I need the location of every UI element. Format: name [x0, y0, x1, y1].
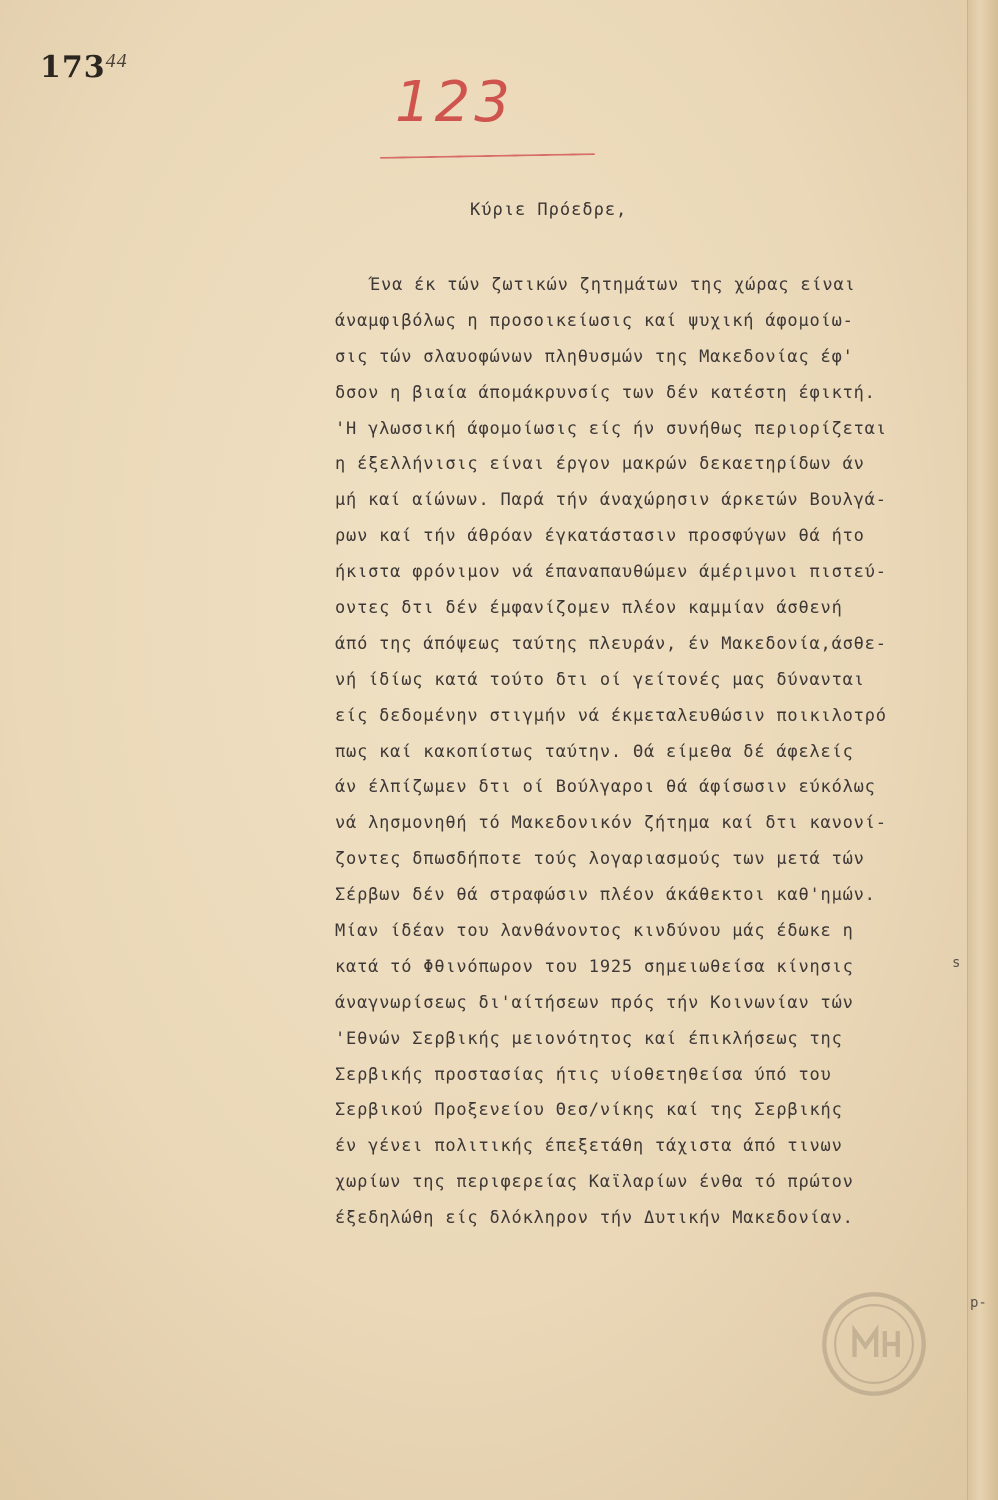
text-line: ήκιστα φρόνιμον νά έπαναπαυθώμεν άμέριμνοι πιστεύ-	[335, 562, 887, 583]
text-line: κατά τό Φθινόπωρον του 1925 σημειωθείσα κίνησις	[335, 956, 854, 977]
text-line: είς δεδομένην στιγμήν νά έκμεταλευθώσιν ποικιλοτρό	[335, 705, 887, 726]
archive-seal-watermark	[820, 1290, 928, 1398]
text-line: άν έλπίζωμεν δτι οί Βούλγαροι θά άφίσωσιν εύκόλως	[335, 777, 876, 798]
text-line: άναγνωρίσεως δι'αίτήσεων πρός τήν Κοινωνίαν τών	[335, 992, 854, 1013]
text-line: έν γένει πολιτικής έπεξετάθη τάχιστα άπό τινων	[335, 1136, 843, 1157]
text-line: μή καί αίώνων. Παρά τήν άναχώρησιν άρκετών Βουλγά-	[335, 490, 887, 511]
text-line: δσον η βιαία άπομάκρυνσίς των δέν κατέστη έφικτή.	[335, 382, 876, 403]
text-line: η έξελλήνισις είναι έργον μακρών δεκαετηρίδων άν	[335, 454, 865, 475]
text-line: ρων καί τήν άθρόαν έγκατάστασιν προσφύγων θά ήτο	[335, 526, 865, 547]
text-line: σις τών σλαυοφώνων πληθυσμών της Μακεδονίας έφ'	[335, 346, 854, 367]
text-line: 'Η γλωσσική άφομοίωσις είς ήν συνήθως περιορίζεται	[335, 418, 887, 439]
text-line: οντες δτι δέν έμφανίζομεν πλέον καμμίαν άσθενή	[335, 598, 843, 619]
text-line: πως καί κακοπίστως ταύτην. Θά είμεθα δέ άφελείς	[335, 741, 854, 762]
page-edge-strip	[967, 0, 998, 1500]
page-number-stamp	[40, 50, 128, 85]
page-number: 173	[40, 50, 106, 85]
text-line: νή ίδίως κατά τούτο δτι οί γείτονές μας δύνανται	[335, 669, 865, 690]
text-line: χωρίων της περιφερείας Καϊλαρίων ένθα τό πρώτον	[335, 1172, 854, 1193]
text-line: ζοντες δπωσδήποτε τούς λογαριασμούς των μετά τών	[335, 849, 865, 870]
page-number-suffix: 44	[105, 50, 128, 72]
text-line: έξεδηλώθη είς δλόκληρον τήν Δυτικήν Μακεδονίαν.	[335, 1208, 854, 1229]
text-line: Ένα έκ τών ζωτικών ζητημάτων της χώρας είναι	[370, 275, 856, 295]
text-line: άπό της άπόψεως ταύτης πλευράν, έν Μακεδονία,άσθε-	[335, 633, 887, 654]
text-line: Μίαν ίδέαν του λανθάνοντος κινδύνου μάς έδωκε η	[335, 921, 854, 942]
text-line: 'Εθνών Σερβικής μειονότητος καί έπικλήσεως της	[335, 1028, 843, 1049]
text-line: νά λησμονηθή τό Μακεδονικόν ζήτημα καί δτι κανονί-	[335, 813, 887, 834]
text-line: Σερβικής προστασίας ήτις υίοθετηθείσα ύπό του	[335, 1064, 832, 1085]
margin-mark: s	[952, 955, 961, 971]
text-line: Σέρβων δέν θά στραφώσιν πλέον άκάθεκτοι καθ'ημών.	[335, 885, 876, 906]
text-line: Σερβικού Προξενείου Θεσ/νίκης καί της Σερβικής	[335, 1100, 843, 1121]
handwritten-page-number: 123	[395, 70, 514, 135]
salutation: Κύριε Πρόεδρε,	[470, 200, 628, 220]
letter-body	[335, 268, 965, 1237]
text-line: άναμφιβόλως η προσοικείωσις καί ψυχική άφομοίω-	[335, 310, 854, 331]
margin-mark: p-	[970, 1295, 987, 1311]
